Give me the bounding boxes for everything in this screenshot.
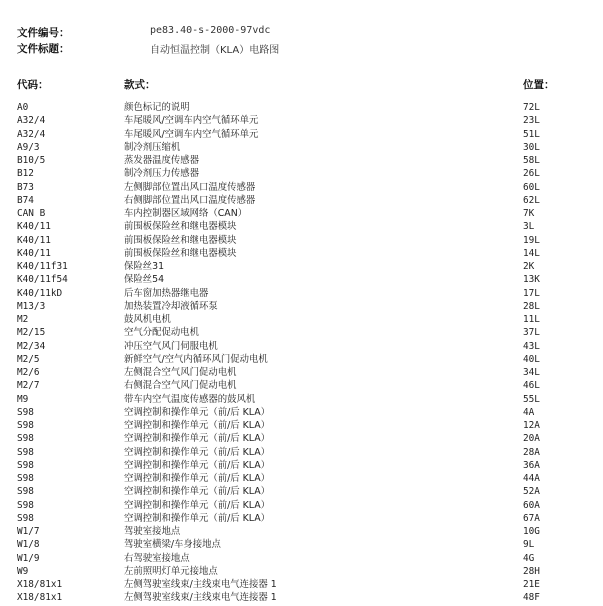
component-code: S98: [17, 433, 34, 445]
component-name: 蒸发器温度传感器: [124, 155, 200, 166]
component-name: 颜色标记的说明: [124, 102, 190, 113]
component-code: S98: [17, 499, 34, 511]
table-row: [0, 432, 603, 445]
component-position: 52A: [523, 486, 540, 498]
component-code: M2/7: [17, 380, 40, 392]
component-position: 13K: [523, 274, 540, 286]
component-code: S98: [17, 473, 34, 484]
component-code: A32/4: [17, 128, 46, 140]
component-position: 2K: [523, 261, 535, 272]
table-row: [0, 114, 603, 127]
component-code: CAN B: [17, 208, 46, 219]
component-code: M2/34: [17, 340, 46, 352]
table-row: [0, 194, 603, 207]
component-code: A0: [17, 102, 29, 113]
table-row: [0, 591, 603, 604]
table-row: [0, 273, 603, 286]
component-code: M2/6: [17, 367, 40, 378]
component-position: 48F: [523, 592, 540, 604]
component-position: 26L: [523, 168, 540, 180]
component-code: K40/11: [17, 247, 51, 259]
component-position: 9L: [523, 539, 535, 551]
component-name: 制冷剂压缩机: [124, 141, 181, 153]
component-code: W1/7: [17, 526, 40, 537]
component-code: A9/3: [17, 141, 40, 153]
table-row: [0, 128, 603, 141]
table-row: [0, 181, 603, 194]
component-position: 67A: [523, 512, 540, 524]
component-code: B12: [17, 168, 34, 180]
file-title-value: 自动恒温控制（KLA）电路图: [150, 45, 280, 56]
component-position: 23L: [523, 115, 540, 127]
component-code: M2/5: [17, 353, 40, 365]
component-name: 新鲜空气/空气内循环风门促动电机: [124, 353, 268, 365]
table-row: [0, 525, 603, 538]
component-list: [0, 101, 603, 605]
table-row: [0, 485, 603, 498]
component-name: 空调控制和操作单元（前/后 KLA）: [124, 420, 271, 431]
component-code: K40/11: [17, 234, 51, 246]
component-name: 右侧脚部位置出风口温度传感器: [124, 194, 256, 206]
component-name: 左侧驾驶室线束/主线束电气连接器 1: [124, 592, 277, 604]
component-name: 左侧混合空气风门促动电机: [124, 367, 237, 378]
component-name: 保险丝54: [124, 274, 165, 286]
component-code: S98: [17, 486, 34, 498]
component-code: K40/11kD: [17, 287, 63, 299]
component-position: 55L: [523, 393, 540, 405]
table-row: [0, 220, 603, 233]
component-code: S98: [17, 420, 34, 431]
table-row: [0, 234, 603, 247]
component-code: M2: [17, 314, 29, 325]
component-name: 空气分配促动电机: [124, 327, 200, 339]
component-name: 空调控制和操作单元（前/后 KLA）: [124, 486, 271, 498]
component-code: K40/11f31: [17, 261, 68, 272]
component-name: 空调控制和操作单元（前/后 KLA）: [124, 433, 271, 445]
component-name: 空调控制和操作单元（前/后 KLA）: [124, 512, 271, 524]
component-name: 鼓风机电机: [124, 314, 171, 325]
component-code: A32/4: [17, 115, 46, 127]
component-name: 左侧脚部位置出风口温度传感器: [124, 181, 256, 193]
component-name: 前围板保险丝和继电器模块: [124, 234, 237, 246]
table-row: [0, 353, 603, 366]
component-name: 驾驶室横梁/车身接地点: [124, 539, 221, 551]
component-position: 4G: [523, 552, 535, 564]
component-code: S98: [17, 446, 34, 458]
column-header-position: 位置：: [523, 79, 555, 91]
component-position: 20A: [523, 433, 540, 445]
component-position: 58L: [523, 155, 540, 166]
table-row: [0, 472, 603, 485]
component-name: 驾驶室接地点: [124, 526, 181, 537]
table-row: [0, 538, 603, 551]
table-row: [0, 512, 603, 525]
component-position: 3L: [523, 221, 535, 233]
table-row: [0, 247, 603, 260]
component-code: M13/3: [17, 300, 46, 312]
component-position: 43L: [523, 340, 540, 352]
table-row: [0, 446, 603, 459]
component-name: 冲压空气风门伺服电机: [124, 340, 218, 352]
component-position: 14L: [523, 247, 540, 259]
component-code: W1/8: [17, 539, 40, 551]
component-position: 60L: [523, 181, 540, 193]
component-code: B73: [17, 181, 34, 193]
component-code: X18/81x1: [17, 579, 63, 590]
table-row: [0, 459, 603, 472]
file-number-label: 文件编号：: [17, 27, 70, 39]
component-code: K40/11f54: [17, 274, 68, 286]
column-header-name: 款式：: [124, 79, 156, 91]
component-code: S98: [17, 459, 34, 471]
table-row: [0, 379, 603, 392]
component-code: W9: [17, 565, 29, 577]
table-row: [0, 154, 603, 167]
component-code: S98: [17, 406, 34, 418]
component-name: 加热装置冷却液循环泵: [124, 300, 218, 312]
component-name: 车尾暖风/空调车内空气循环单元: [124, 128, 259, 140]
component-position: 51L: [523, 128, 540, 140]
table-row: [0, 419, 603, 432]
table-row: [0, 287, 603, 300]
component-name: 空调控制和操作单元（前/后 KLA）: [124, 446, 271, 458]
table-row: [0, 141, 603, 154]
component-name: 车内控制器区域网络（CAN）: [124, 208, 248, 219]
component-position: 17L: [523, 287, 540, 299]
table-row: [0, 499, 603, 512]
table-row: [0, 552, 603, 565]
table-row: [0, 167, 603, 180]
component-name: 空调控制和操作单元（前/后 KLA）: [124, 473, 271, 484]
component-code: W1/9: [17, 552, 40, 564]
table-row: [0, 578, 603, 591]
table-row: [0, 300, 603, 313]
component-name: 保险丝31: [124, 261, 165, 272]
file-number-value: pe83.40-s-2000-97vdc: [150, 25, 271, 36]
component-name: 制冷剂压力传感器: [124, 168, 200, 180]
component-name: 前围板保险丝和继电器模块: [124, 221, 237, 233]
component-position: 7K: [523, 208, 535, 219]
component-name: 右侧混合空气风门促动电机: [124, 380, 237, 392]
component-position: 46L: [523, 380, 540, 392]
component-position: 60A: [523, 499, 540, 511]
component-position: 12A: [523, 420, 540, 431]
component-code: S98: [17, 512, 34, 524]
component-position: 40L: [523, 353, 540, 365]
component-name: 后车窗加热器继电器: [124, 287, 209, 299]
component-code: B74: [17, 194, 34, 206]
component-position: 28H: [523, 565, 540, 577]
component-code: K40/11: [17, 221, 51, 233]
component-position: 62L: [523, 194, 540, 206]
component-code: M2/15: [17, 327, 46, 339]
table-row: [0, 101, 603, 114]
column-header-code: 代码：: [17, 79, 49, 91]
table-row: [0, 366, 603, 379]
component-position: 30L: [523, 141, 540, 153]
component-name: 前围板保险丝和继电器模块: [124, 247, 237, 259]
component-name: 空调控制和操作单元（前/后 KLA）: [124, 499, 271, 511]
table-row: [0, 313, 603, 326]
table-row: [0, 340, 603, 353]
component-position: 10G: [523, 526, 540, 537]
table-row: [0, 326, 603, 339]
component-position: 4A: [523, 406, 535, 418]
component-name: 车尾暖风/空调车内空气循环单元: [124, 115, 259, 127]
component-position: 19L: [523, 234, 540, 246]
component-name: 右驾驶室接地点: [124, 552, 190, 564]
component-name: 左侧驾驶室线束/主线束电气连接器 1: [124, 579, 277, 590]
component-position: 37L: [523, 327, 540, 339]
table-row: [0, 207, 603, 220]
component-name: 空调控制和操作单元（前/后 KLA）: [124, 406, 271, 418]
table-row: [0, 406, 603, 419]
component-position: 11L: [523, 314, 540, 325]
component-position: 28A: [523, 446, 540, 458]
component-name: 带车内空气温度传感器的鼓风机: [124, 393, 256, 405]
component-position: 28L: [523, 300, 540, 312]
component-position: 44A: [523, 473, 540, 484]
component-position: 72L: [523, 102, 540, 113]
component-name: 左前照明灯单元接地点: [124, 565, 218, 577]
component-code: M9: [17, 393, 29, 405]
table-row: [0, 393, 603, 406]
component-name: 空调控制和操作单元（前/后 KLA）: [124, 459, 271, 471]
table-row: [0, 260, 603, 273]
table-row: [0, 565, 603, 578]
component-position: 21E: [523, 579, 540, 590]
component-code: B10/5: [17, 155, 46, 166]
file-title-label: 文件标题：: [17, 43, 70, 55]
component-position: 36A: [523, 459, 540, 471]
component-code: X18/81x1: [17, 592, 63, 604]
component-position: 34L: [523, 367, 540, 378]
